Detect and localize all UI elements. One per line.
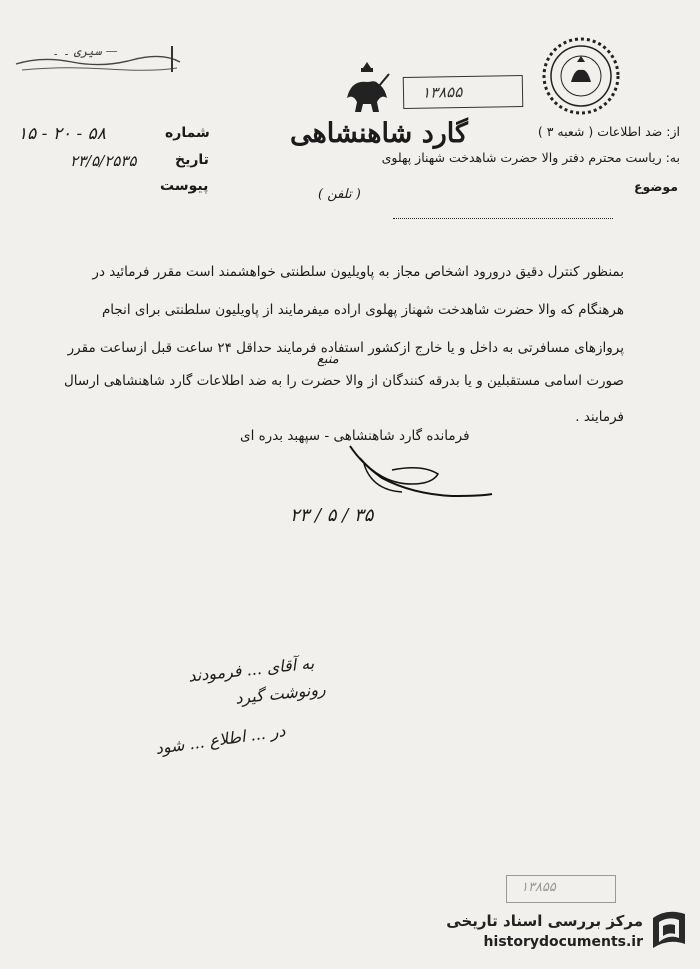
margin-note-3: در ... اطلاع ... شود [154,720,287,759]
from-line: از: ضد اطلاعات ( شعبه ۳ ) [537,124,680,139]
round-seal [541,36,621,116]
date-label: تاریخ [175,152,209,168]
top-left-scribble-text: — سیری ۔ ۔ [52,44,118,58]
attachment-label: پیوست [160,178,209,194]
bottom-stamp-number: ۱۳۸۵۵ [521,880,556,895]
number-value: ۱۵ - ۲۰ - ۵۸ [18,124,106,144]
signatory-title: فرمانده گارد شاهنشاهی - سپهبد بدره ای [240,428,470,444]
date-value: ۲۳/۵/۲۵۳۵ [70,152,137,170]
body-line-4: صورت اسامی مستقبلین و یا بدرقه کنندگان از والا حضرت را به ضد اطلاعات گارد شاهنشاهی ارسال [63,373,624,389]
number-label: شماره [165,125,210,141]
document-title: گارد شاهنشاهی [290,118,468,149]
body-line-2: هرهنگام که والا حضرت شاهدخت شهناز پهلوی اراده میفرمایند از پاویلیون سلطنتی برای انجام [101,302,624,318]
archive-logo-icon [647,908,691,958]
to-line: به: ریاست محترم دفتر والا حضرت شاهدخت شهناز پهلوی [381,150,680,165]
handwritten-insert: منبع [317,352,339,367]
subject-value: ( تلفن ) [318,187,361,202]
bottom-stamp [506,875,616,903]
registration-stamp [403,75,524,109]
footer-branding [400,902,695,964]
registration-stamp-number: ۱۳۸۵۵ [421,83,463,102]
subject-underline [393,218,613,219]
body-line-1: بمنظور کنترل دقیق درورود اشخاص مجاز به پاویلیون سلطنتی خواهشمند است مقرر فرمائید در [92,264,624,280]
signature-date: ۲۳ / ۵ / ۳۵ [290,505,374,526]
body-line-3: پروازهای مسافرتی به داخل و یا خارج ازکشور استفاده فرمایند حداقل ۲۴ ساعت قبل ازساعت مقرر [67,340,624,356]
lion-and-sun-emblem [337,58,397,120]
margin-note-1: به آقای ... فرمودند [187,653,315,686]
subject-label: موضوع [633,179,678,194]
body-line-5: فرمایند . [575,409,624,425]
footer-org-name: مرکز بررسی اسناد تاریخی [446,912,643,930]
top-left-scribble [12,42,182,76]
handwritten-signature [342,444,502,504]
margin-note-2: رونوشت گیرد [234,679,327,708]
footer-url: historydocuments.ir [483,934,643,950]
